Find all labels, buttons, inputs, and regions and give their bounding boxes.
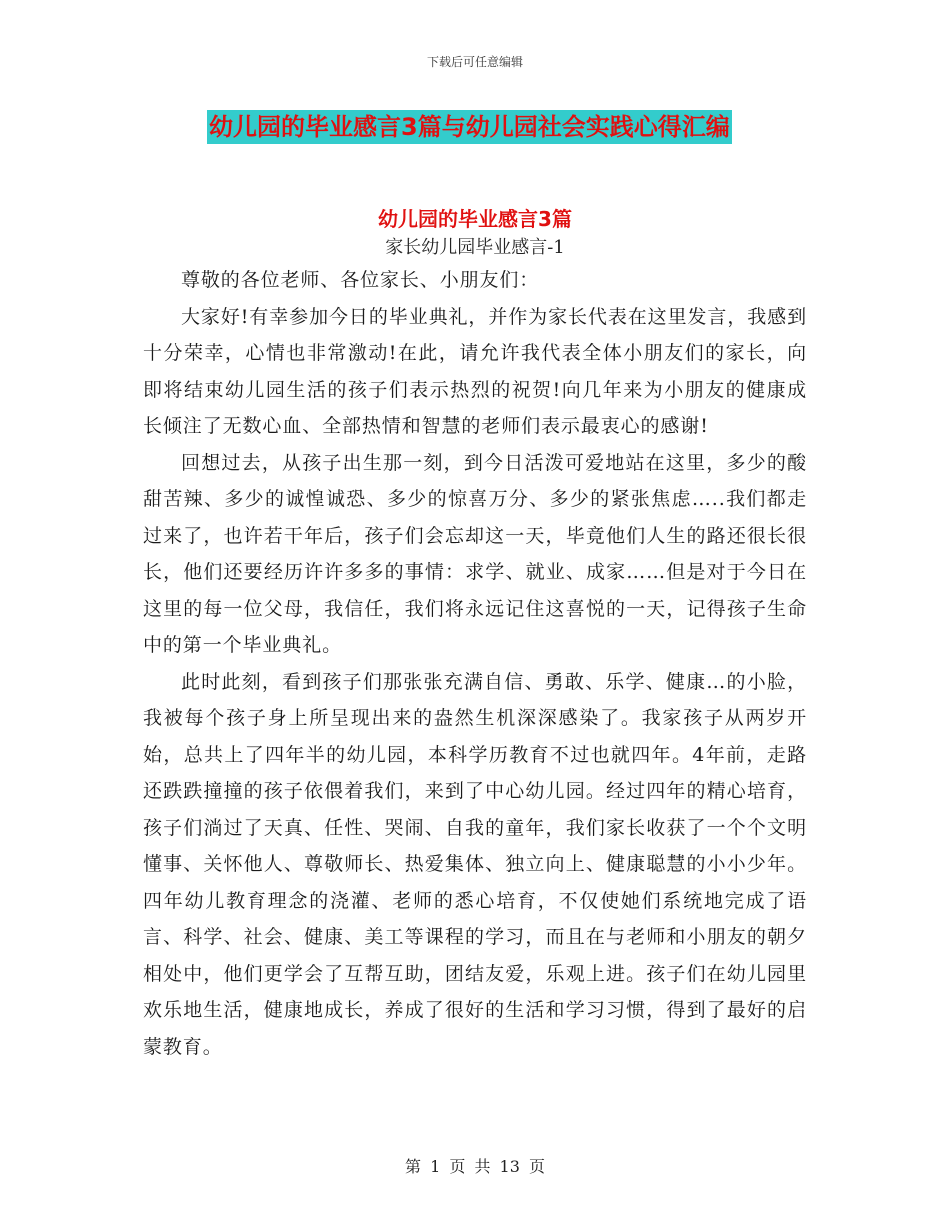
- page-footer: 第 1 页 共 13 页: [405, 1157, 545, 1176]
- section-subtitle: 家长幼儿园毕业感言-1: [385, 237, 565, 258]
- paragraph: 此时此刻，看到孩子们那张张充满自信、勇敢、乐学、健康…的小脸，我被每个孩子身上所呈现出来的盎然生机深深感染了。我家孩子从两岁开始，总共上了四年半的幼儿园，本科学历教育不过也就四年。4年前，走路还跌跌撞撞的孩子依偎着我们，来到了中心幼儿园。经过四年的精心培育，孩子们淌过了天真、任性、哭闹、自我的童年，我们家长收获了一个个文明懂事、关怀他人、尊敬师长、热爱集体、独立向上、健康聪慧的小小少年。四年幼儿教育理念的浇灌、老师的悉心培育，不仅使她们系统地完成了语言、科学、社会、健康、美工等课程的学习，而且在与老师和小朋友的朝夕相处中，他们更学会了互帮互助，团结友爱，乐观上进。孩子们在幼儿园里欢乐地生活，健康地成长，养成了很好的生活和学习习惯，得到了最好的启蒙教育。: [143, 670, 807, 1058]
- page-header-note: 下载后可任意编辑: [426, 55, 523, 69]
- document-title: 幼儿园的毕业感言3篇与幼儿园社会实践心得汇编: [207, 110, 732, 144]
- body-text: [143, 262, 807, 1065]
- paragraph-salutation: 尊敬的各位老师、各位家长、小朋友们：: [181, 269, 540, 291]
- section-title: 幼儿园的毕业感言3篇: [378, 207, 572, 231]
- paragraph: 大家好!有幸参加今日的毕业典礼，并作为家长代表在这里发言，我感到十分荣幸，心情也非常激动!在此，请允许我代表全体小朋友们的家长，向即将结束幼儿园生活的孩子们表示热烈的祝贺!向几年来为小朋友的健康成长倾注了无数心血、全部热情和智慧的老师们表示最衷心的感谢!: [143, 305, 807, 437]
- paragraph: 回想过去，从孩子出生那一刻，到今日活泼可爱地站在这里，多少的酸甜苦辣、多少的诚惶诚恐、多少的惊喜万分、多少的紧张焦虑…..我们都走过来了，也许若干年后，孩子们会忘却这一天，毕竟他们人生的路还很长很长，他们还要经历许许多多的事情：求学、就业、成家……但是对于今日在这里的每一位父母，我信任，我们将永远记住这喜悦的一天，记得孩子生命中的第一个毕业典礼。: [143, 451, 807, 656]
